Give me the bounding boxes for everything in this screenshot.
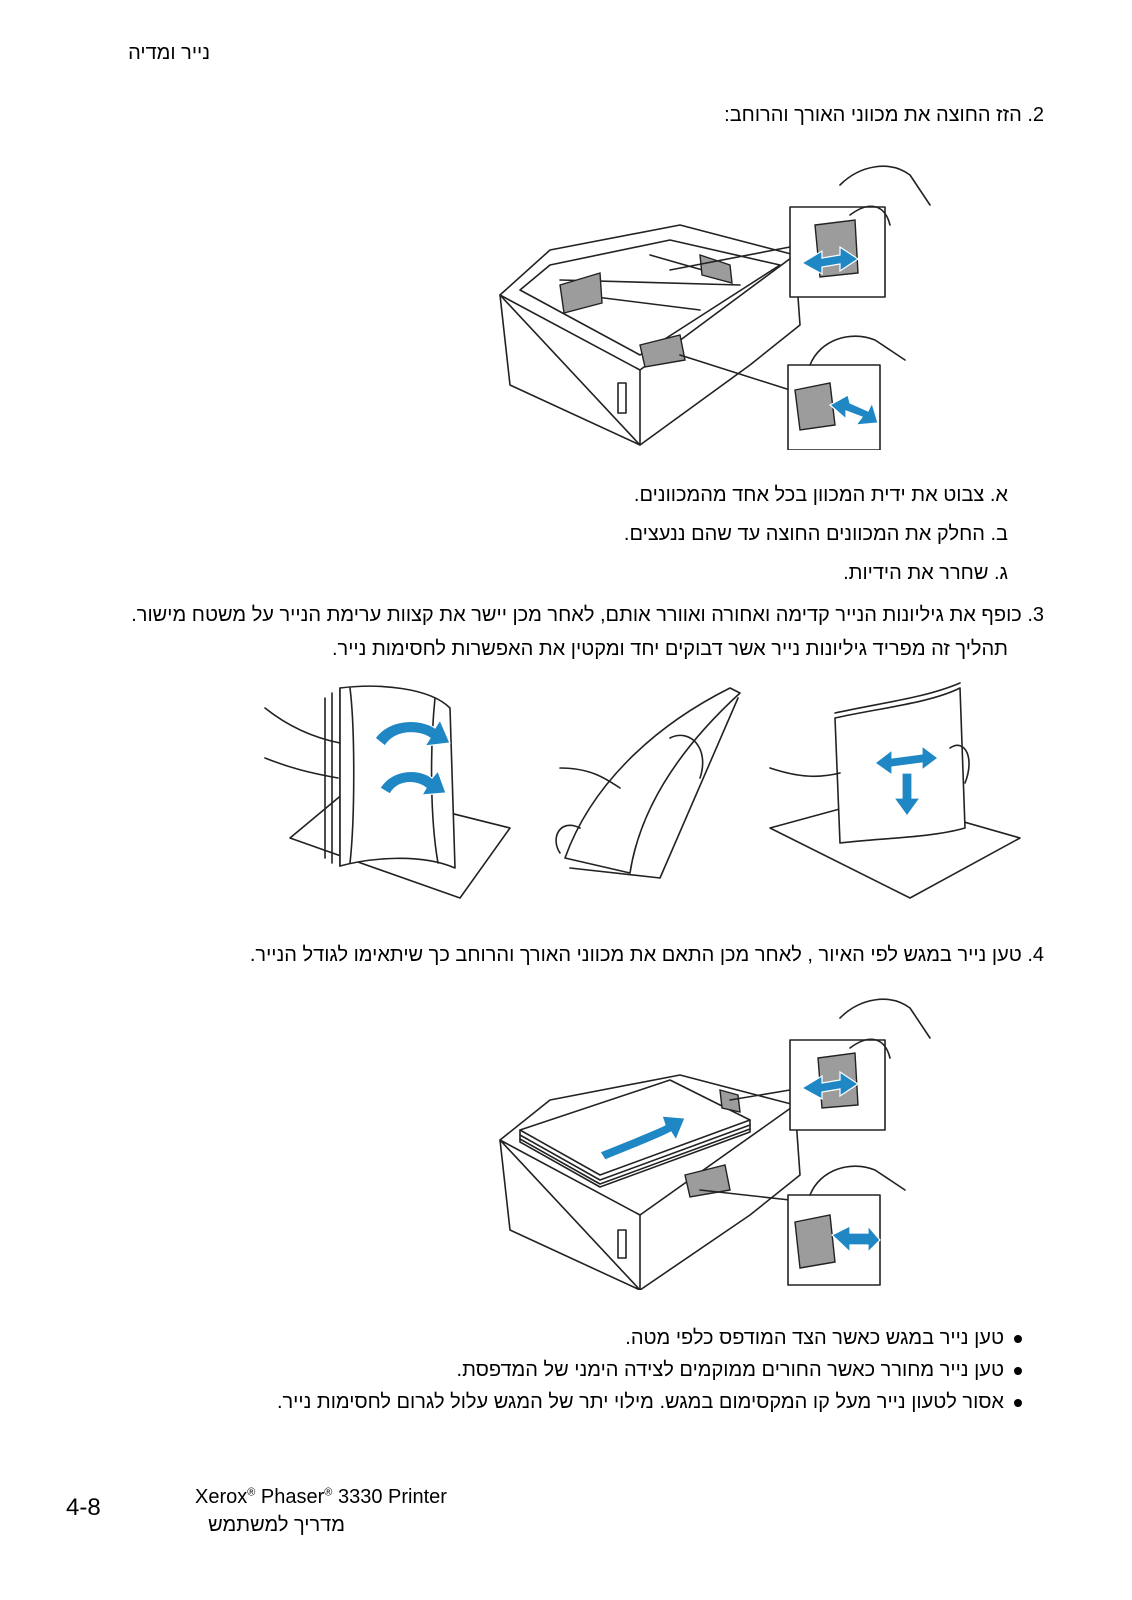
page-number: 4-8 <box>66 1494 101 1521</box>
paper-flex-illustration <box>260 668 1050 908</box>
guide-name: מדריך למשתמש <box>208 1514 345 1536</box>
step-3-text: 3. כופף את גיליונות הנייר קדימה ואחורה ואוורר אותם, לאחר מכן יישר את קצוות ערימת הנייר על משטח מישור. <box>131 604 1044 626</box>
bullet-dot-icon <box>1014 1335 1022 1343</box>
bullet-item: אסור לטעון נייר מעל קו המקסימום במגש. מילוי יתר של המגש עלול לגרום לחסימות נייר. <box>277 1391 1022 1414</box>
paper-tray-illustration <box>490 155 950 450</box>
step-4-text: 4. טען נייר במגש לפי האיור , לאחר מכן התאם את מכווני האורך והרוחב כך שיתאימו לגודל הנייר. <box>249 944 1044 966</box>
step-2b-text: ב. החלק את המכוונים החוצה עד שהם ננעצים. <box>623 523 1008 545</box>
bullet-dot-icon <box>1014 1367 1022 1375</box>
bullet-dot-icon <box>1014 1399 1022 1407</box>
step-2-text: 2. הזז החוצה את מכווני האורך והרוחב: <box>724 104 1044 126</box>
bullet-item: טען נייר מחורר כאשר החורים ממוקמים לצידה הימני של המדפסת. <box>457 1359 1022 1382</box>
section-header: נייר ומדיה <box>128 42 210 64</box>
step-2a-text: א. צבוט את ידית המכוון בכל אחד מהמכוונים. <box>633 484 1008 506</box>
bullet-item: טען נייר במגש כאשר הצד המודפס כלפי מטה. <box>625 1327 1022 1350</box>
step-2c-text: ג. שחרר את הידיות. <box>843 562 1008 584</box>
paper-load-illustration <box>490 990 950 1290</box>
product-name: Xerox® Phaser® 3330 Printer <box>195 1486 447 1508</box>
step-3-note: תהליך זה מפריד גיליונות נייר אשר דבוקים יחד ומקטין את האפשרות לחסימות נייר. <box>332 638 1008 660</box>
